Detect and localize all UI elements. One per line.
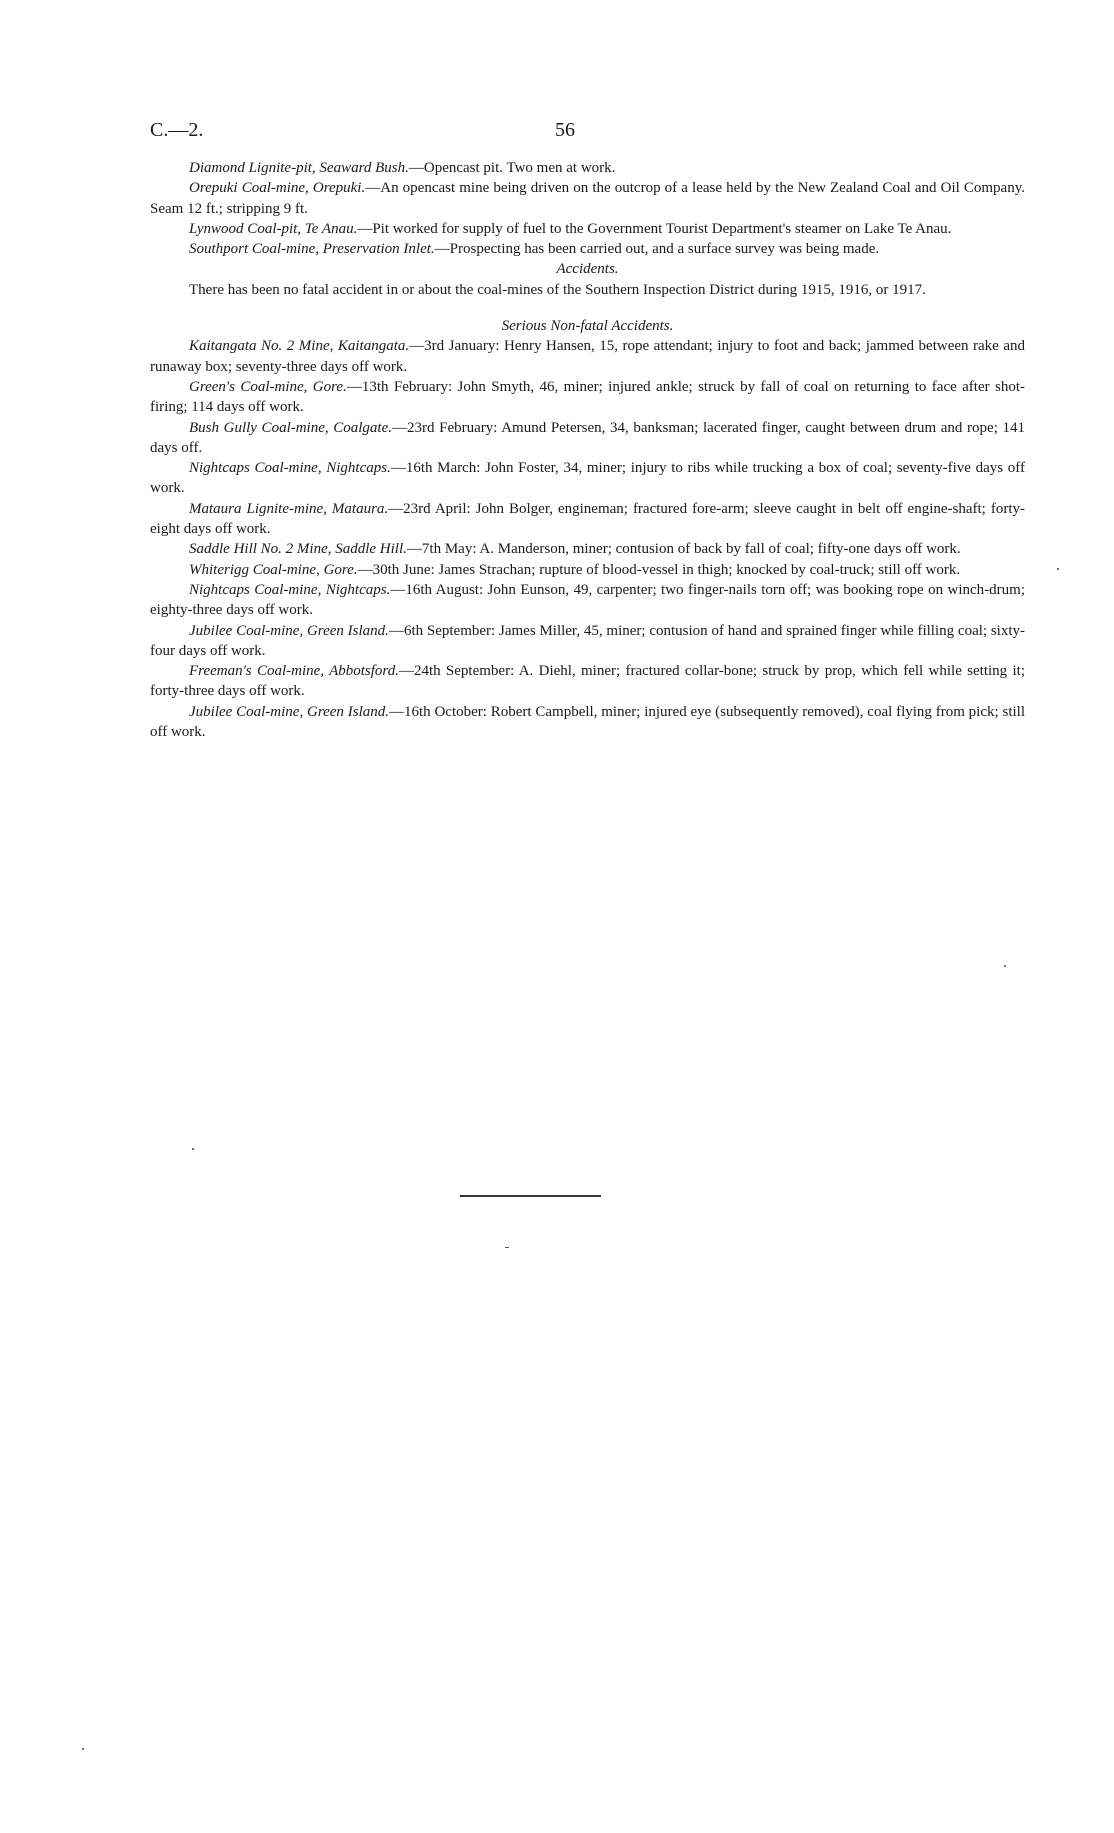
accident-entry (150, 499, 1025, 540)
accident-entry (150, 661, 1025, 702)
accident-mine: Bush Gully Coal-mine, Coalgate. (189, 419, 392, 436)
mine-text: —Pit worked for supply of fuel to the Government Tourist Department's steamer on Lake Te Anau. (357, 220, 952, 237)
accident-text: —16th March: John Foster, 34, miner; injury to ribs while trucking a box of coal; seventy-five days off work. (150, 460, 1025, 497)
accident-text: —23rd April: John Bolger, engineman; fractured fore-arm; sleeve caught in belt off engine-shaft; forty-eight days off work. (150, 500, 1025, 538)
scan-speck (1057, 568, 1059, 570)
accident-mine: Saddle Hill No. 2 Mine, Saddle Hill. (189, 541, 407, 558)
accident-mine: Jubilee Coal-mine, Green Island. (189, 703, 389, 720)
scan-speck (1004, 965, 1006, 967)
accident-entry (150, 539, 1025, 559)
section-divider (460, 1195, 601, 1197)
mine-text: —An opencast mine being driven on the outcrop of a lease held by the New Zealand Coal and Oil Company. Seam 12 ft.; stripping 9 ft. (150, 180, 1025, 217)
accident-entry (150, 702, 1025, 743)
accident-mine: Nightcaps Coal-mine, Nightcaps. (189, 581, 391, 598)
mine-paragraph (150, 158, 1025, 178)
page-number: 56 (555, 119, 575, 141)
page-header (150, 120, 1025, 158)
mine-title: Diamond Lignite-pit, Seaward Bush. (189, 160, 409, 176)
mine-title: Lynwood Coal-pit, Te Anau. (189, 220, 358, 237)
accident-mine: Jubilee Coal-mine, Green Island. (189, 622, 389, 639)
accident-text: —24th September: A. Diehl, miner; fractured collar-bone; struck by prop, which fell while setting it; forty-three days off work. (150, 663, 1025, 700)
accident-text: —23rd February: Amund Petersen, 34, banksman; lacerated finger, caught between drum and rope; 141 days off. (150, 419, 1025, 456)
mine-paragraph (150, 219, 1025, 239)
accident-text: —13th February: John Smyth, 46, miner; injured ankle; struck by fall of coal on returning to face after shot-firing; 114 days off work. (150, 378, 1025, 416)
accident-entry (150, 580, 1025, 621)
accident-entry (150, 560, 1025, 580)
document-code: C.—2. (150, 119, 204, 141)
accident-entry (150, 377, 1025, 418)
accident-mine: Mataura Lignite-mine, Mataura. (189, 500, 389, 517)
accident-entry (150, 336, 1025, 377)
scan-speck (192, 1148, 194, 1150)
mine-text: —Opencast pit. Two men at work. (408, 160, 616, 176)
accident-text: —7th May: A. Manderson, miner; contusion of back by fall of coal; fifty-one days off work. (406, 541, 961, 558)
accident-text: —3rd January: Henry Hansen, 15, rope attendant; injury to foot and back; jammed between rake and runaway box; seventy-three days off work. (150, 338, 1026, 375)
mine-text: —Prospecting has been carried out, and a surface survey was being made. (434, 241, 880, 258)
accident-text: —30th June: James Strachan; rupture of blood-vessel in thigh; knocked by coal-truck; still off work. (357, 561, 961, 578)
document-page (150, 120, 1025, 742)
accident-entry (150, 418, 1025, 459)
accident-mine: Nightcaps Coal-mine, Nightcaps. (189, 460, 391, 477)
accident-mine: Kaitangata No. 2 Mine, Kaitangata. (189, 338, 410, 355)
mine-paragraph (150, 239, 1025, 259)
mine-title: Orepuki Coal-mine, Orepuki. (189, 180, 366, 197)
serious-accidents-heading: Serious Non-fatal Accidents. (501, 318, 674, 335)
accidents-heading: Accidents. (556, 261, 619, 278)
accident-entry (150, 621, 1025, 662)
accidents-paragraph: There has been no fatal accident in or about the coal-mines of the Southern Inspection District during 1915, 1916, or 1917. (189, 281, 926, 298)
accident-text: —16th August: John Eunson, 49, carpenter; two finger-nails torn off; was booking rope on winch-drum; eighty-three days off work. (150, 581, 1025, 619)
accident-mine: Freeman's Coal-mine, Abbotsford. (189, 663, 399, 680)
accident-mine: Whiterigg Coal-mine, Gore. (189, 561, 358, 578)
mine-paragraph (150, 178, 1025, 219)
accident-mine: Green's Coal-mine, Gore. (189, 378, 347, 395)
scan-speck (505, 1247, 509, 1248)
scan-speck (82, 1748, 84, 1750)
accident-entry (150, 458, 1025, 499)
accident-text: —16th October: Robert Campbell, miner; injured eye (subsequently removed), coal flying from pick; still off work. (150, 703, 1025, 741)
mine-title: Southport Coal-mine, Preservation Inlet. (189, 241, 435, 258)
accident-text: —6th September: James Miller, 45, miner; contusion of hand and sprained finger while filling coal; sixty-four days off work. (150, 622, 1026, 659)
